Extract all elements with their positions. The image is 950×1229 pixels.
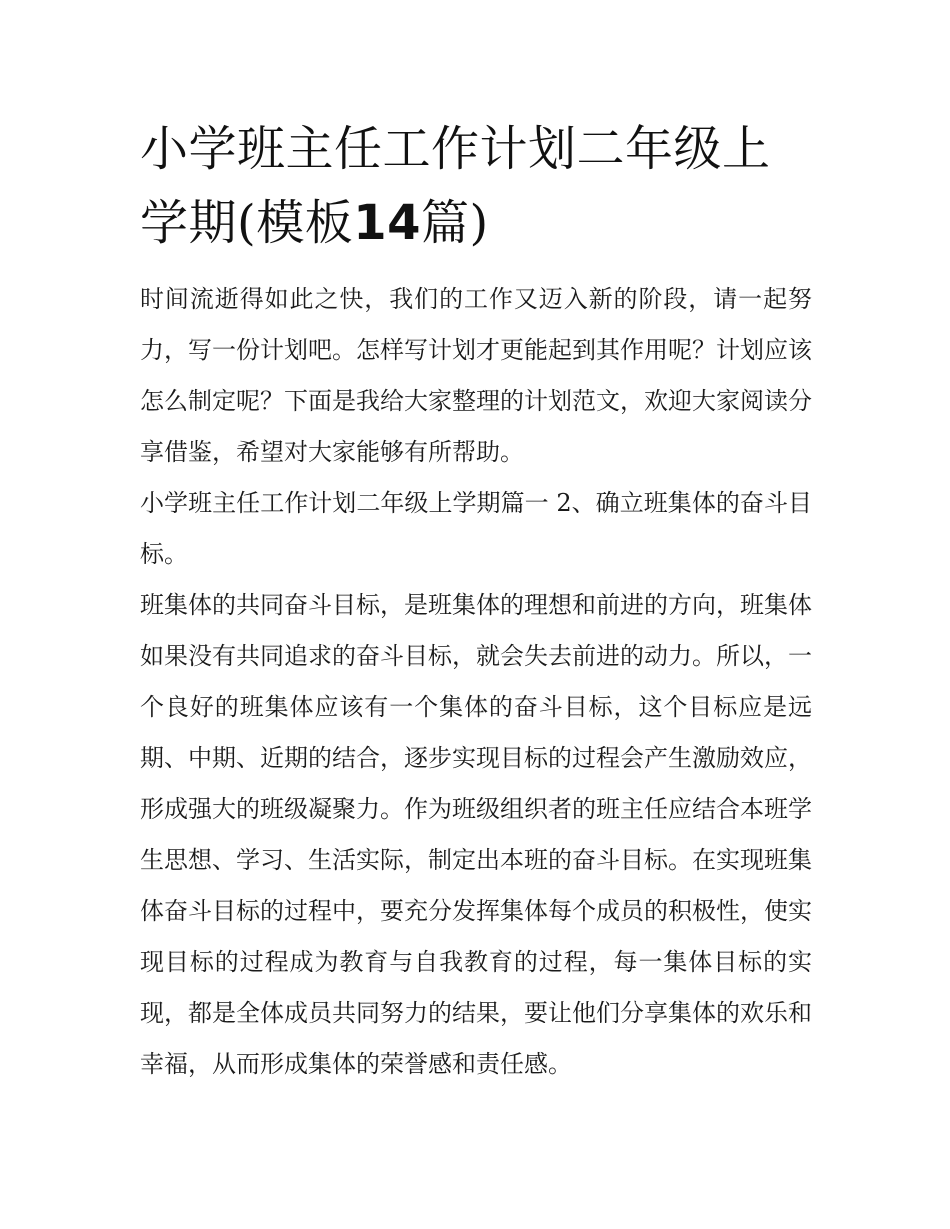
document-content — [140, 112, 812, 1090]
title-number: 14 — [353, 195, 422, 251]
document-body — [140, 274, 812, 1090]
section-heading-paragraph: 小学班主任工作计划二年级上学期篇一 2、确立班集体的奋斗目标。 — [140, 489, 812, 568]
document-title — [140, 112, 812, 260]
intro-paragraph: 时间流逝得如此之快，我们的工作又迈入新的阶段，请一起努力，写一份计划吧。怎样写计划才更能起到其作用呢？计划应该怎么制定呢？下面是我给大家整理的计划范文，欢迎大家阅读分享借鉴，希望对大家能够有所帮助。 — [140, 285, 812, 466]
title-text-part2: 篇) — [421, 195, 489, 251]
body-paragraph: 班集体的共同奋斗目标，是班集体的理想和前进的方向，班集体如果没有共同追求的奋斗目标，就会失去前进的动力。所以，一个良好的班集体应该有一个集体的奋斗目标，这个目标应是远期、中期、近期的结合，逐步实现目标的过程会产生激励效应，形成强大的班级凝聚力。作为班级组织者的班主任应结合本班学生思想、学习、生活实际，制定出本班的奋斗目标。在实现班集体奋斗目标的过程中，要充分发挥集体每个成员的积极性，使实现目标的过程成为教育与自我教育的过程，每一集体目标的实现，都是全体成员共同努力的结果，要让他们分享集体的欢乐和幸福，从而形成集体的荣誉感和责任感。 — [140, 591, 812, 1078]
title-text-part1: 小学班主任工作计划二年级上学期(模板 — [140, 121, 771, 251]
